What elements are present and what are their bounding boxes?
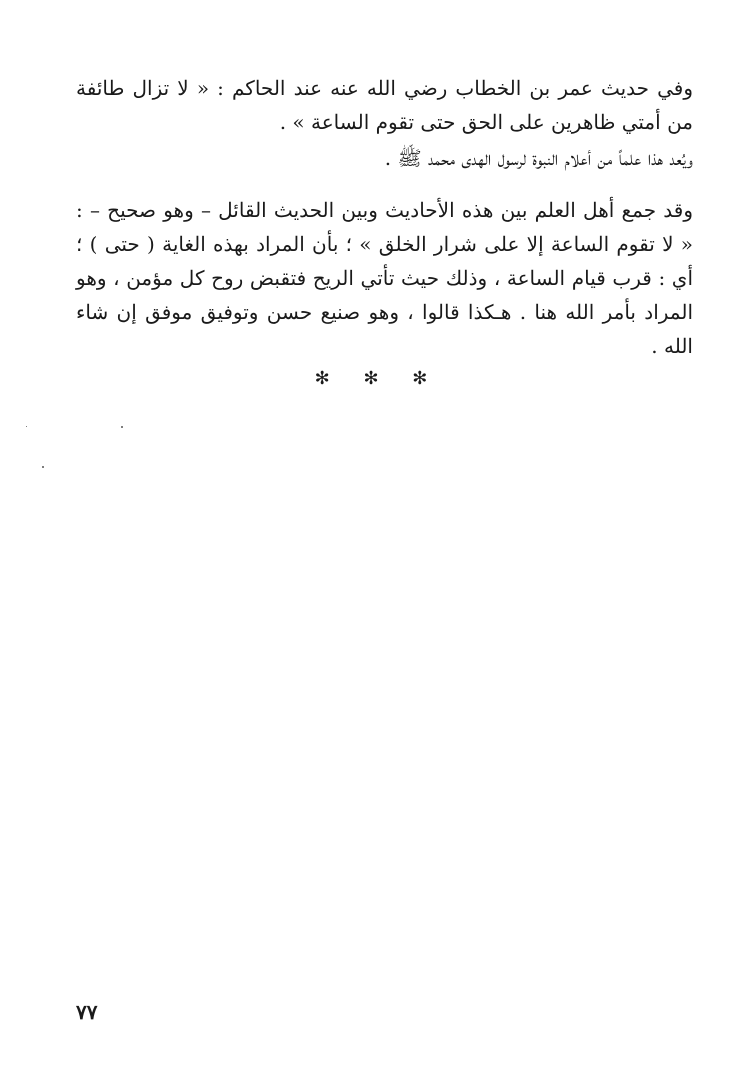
page-number: ٧٧ — [76, 1000, 98, 1024]
paragraph-hadith-umar: وفي حديث عمر بن الخطاب رضي الله عنه عند الحاكم : « لا تزال طائفة من أمتي ظاهرين على الحق حتى تقوم الساعة » . — [76, 76, 693, 134]
section-separator: ✻ ✻ ✻ — [314, 368, 442, 389]
scan-speck — [42, 466, 44, 468]
paragraph-prophecy-sign: ويُعد هذا علماً من أعلام النبوة لرسول الهدى محمد ﷺ . — [384, 146, 693, 170]
scan-speck — [26, 426, 27, 427]
scan-speck — [121, 426, 123, 428]
paragraph-scholars-reconciliation: وقد جمع أهل العلم بين هذه الأحاديث وبين الحديث القائل – وهو صحيح – : « لا تقوم الساعة إلا على شرار الخلق » ؛ بأن المراد بهذه الغاية ( حتى ) ؛ أي : قرب قيام الساعة ، وذلك حيث تأتي الريح فتقبض روح كل مؤمن ، وهو المراد بأمر الله هنا . هـكذا قالوا ، وهو صنيع حسن وتوفيق موفق إن شاء الله . — [76, 198, 693, 358]
